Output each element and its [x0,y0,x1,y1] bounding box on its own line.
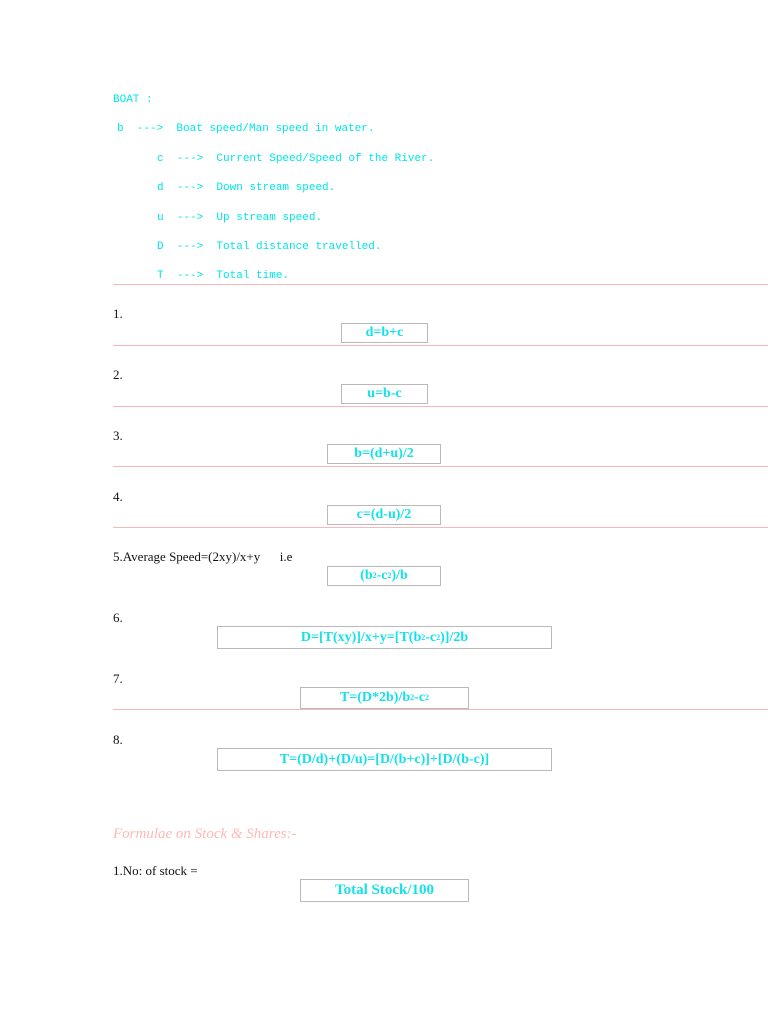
divider [113,406,768,407]
formula-box-4: c=(d-u)/2 [327,505,441,525]
def-meaning: Total time. [216,270,290,282]
formula-box-1: d=b+c [341,323,428,343]
formula-box-5: (b 2 -c 2 )/b [327,566,441,586]
def-arrow: ---> [176,212,204,224]
formula-box-3: b=(d+u)/2 [327,444,441,464]
def-meaning: Total distance travelled. [216,241,382,253]
divider [113,466,768,467]
def-meaning: Boat speed/Man speed in water. [176,123,375,135]
divider [113,527,768,528]
formula-part: -c [376,568,388,583]
def-arrow: ---> [176,182,204,194]
def-arrow: ---> [176,241,204,253]
def-meaning: Down stream speed. [216,182,336,194]
stock-heading: Formulae on Stock & Shares:- [113,826,297,842]
formula-label-4: 4. [113,489,123,504]
formula-part: T=(D*2b)/b [339,690,411,705]
formula-box-2: u=b-c [341,384,428,404]
def-symbol: d [157,182,164,194]
def-symbol: D [157,241,164,253]
formula-label-7: 7. [113,671,123,686]
formula-label-1: 1. [113,306,123,321]
def-arrow: ---> [136,123,164,135]
formula-part: -c [414,690,426,705]
definition-D [157,240,381,254]
boat-title: BOAT : [113,94,153,106]
def-arrow: ---> [176,270,204,282]
def-symbol: u [157,212,164,224]
stock-label-1: 1.No: of stock = [113,863,198,878]
definition-T [157,269,289,283]
def-arrow: ---> [176,153,204,165]
formula-box-8: T=(D/d)+(D/u)=[D/(b+c)]+[D/(b-c)] [217,748,552,771]
def-symbol: b [117,123,124,135]
definition-c [157,152,434,166]
formula-label-8: 8. [113,732,123,747]
def-symbol: T [157,270,164,282]
formula-label-2: 2. [113,367,123,382]
formula-part: -c [425,629,437,645]
formula-box-7: T=(D*2b)/b 2 -c 2 [300,687,469,709]
divider [113,284,768,285]
formula-part: (b [360,568,373,583]
def-meaning: Up stream speed. [216,212,323,224]
divider [113,709,768,710]
formula-box-6: D=[T(xy)]/x+y=[T(b 2 -c 2 )]/2b [217,626,552,649]
divider [113,345,768,346]
formula-part: )/b [391,568,408,583]
definition-d [157,181,335,195]
definition-u [157,211,322,225]
def-symbol: c [157,153,164,165]
stock-formula-box-1: Total Stock/100 [300,879,469,902]
formula-label-3: 3. [113,428,123,443]
formula-label-5: 5.Average Speed=(2xy)/x+y i.e [113,549,293,564]
formula-part: D=[T(xy)]/x+y=[T(b [300,629,422,645]
definition-b [117,122,374,136]
formula-part: )]/2b [440,629,469,645]
formula-label-6: 6. [113,610,123,625]
def-meaning: Current Speed/Speed of the River. [216,153,435,165]
